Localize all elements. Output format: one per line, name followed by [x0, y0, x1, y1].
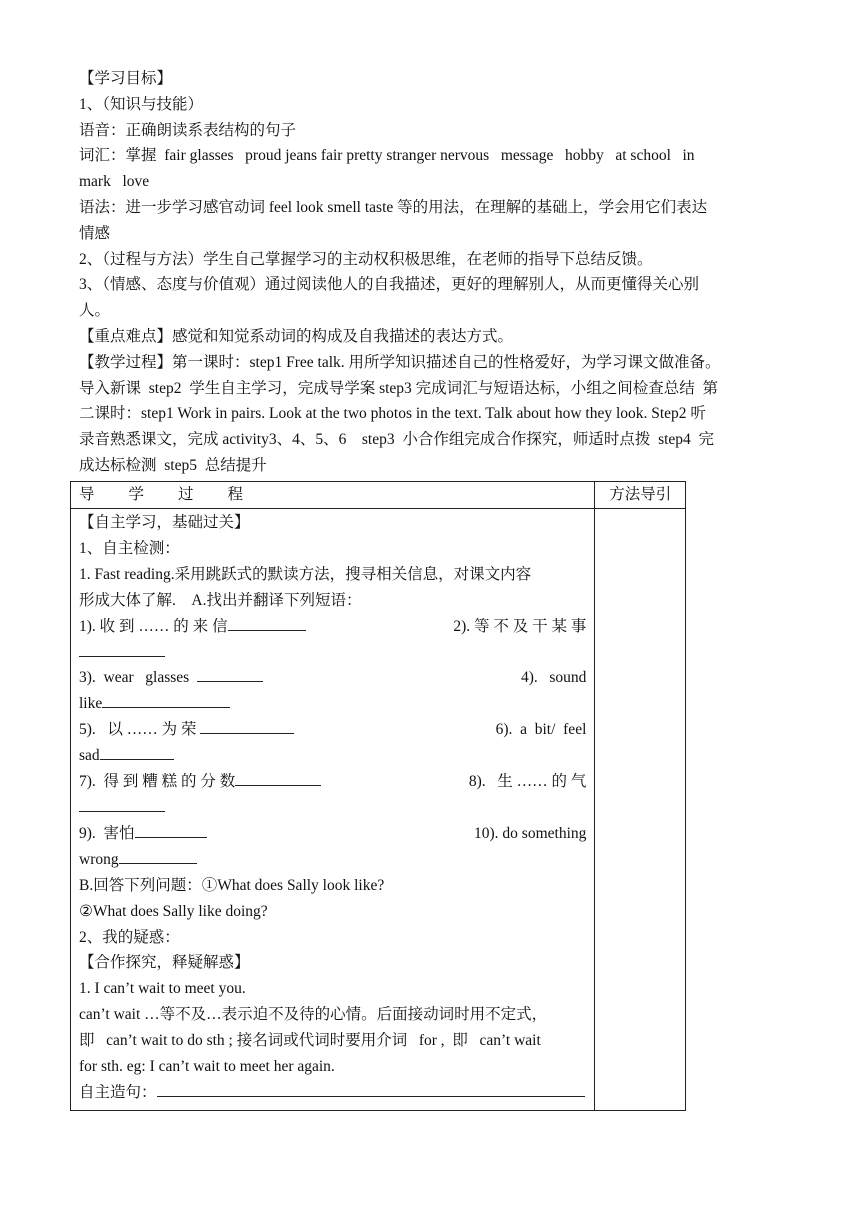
fast-reading-line-1: 1. Fast reading.采用跳跃式的默读方法，搜寻相关信息，对课文内容	[79, 565, 532, 583]
phrase-2-blank[interactable]	[79, 641, 165, 657]
table-body-row	[71, 509, 686, 1111]
coop-line-1: 1. I can’t wait to meet you.	[79, 980, 246, 998]
phrase-row	[79, 717, 586, 743]
make-sentence-label: 自主造句：	[79, 1083, 157, 1101]
procedure-line-3: 二课时：step1 Work in pairs. Look at the two photos in the text. Talk about how they look. Step2 听	[79, 405, 706, 423]
phrase-left	[79, 665, 263, 691]
phrase-4-wrap: like	[79, 695, 103, 713]
phrase-2-text: 2). 等 不 及 干 某 事	[453, 617, 587, 635]
attitude-line-1: 3、（情感、态度与价值观）通过阅读他人的自我描述，更好的理解别人，从而更懂得关心别	[79, 276, 700, 294]
phrase-6-wrap: sad	[79, 747, 100, 765]
header-guide-process	[71, 482, 595, 509]
phrase-3-text: 3). wear glasses	[79, 669, 190, 687]
self-check: 1、自主检测：	[79, 539, 180, 557]
phrase-10-wrap: wrong	[79, 850, 119, 868]
process-goal: 2、（过程与方法）学生自己掌握学习的主动权积极思维，在老师的指导下总结反馈。	[79, 250, 653, 268]
phrase-6-continuation	[79, 743, 586, 769]
header-guide-process-label: 导学过程	[79, 486, 278, 503]
key-points: 【重点难点】感觉和知觉系动词的构成及自我描述的表达方式。	[79, 327, 514, 345]
coop-line-3: 即 can’t wait to do sth ; 接名词或代词时要用介词 for , 即 can’t wait	[79, 1032, 541, 1050]
phrase-row	[79, 769, 586, 795]
phrase-4-text: 4). sound	[520, 669, 587, 687]
make-sentence-blank[interactable]	[157, 1081, 585, 1097]
phrase-8-blank[interactable]	[79, 796, 165, 812]
phrase-left	[79, 821, 207, 847]
phrase-left	[79, 614, 306, 640]
pronunciation-line: 语音：正确朗读系表结构的句子	[79, 121, 297, 139]
doubts-label: 2、我的疑惑：	[79, 928, 180, 946]
phrase-2-continuation	[79, 640, 586, 666]
phrase-6-blank[interactable]	[100, 744, 174, 760]
objectives-title: 【学习目标】	[79, 70, 173, 87]
coop-line-4: for sth. eg: I can’t wait to meet her again.	[79, 1058, 335, 1076]
phrase-7-blank[interactable]	[235, 770, 321, 786]
phrase-9-text: 9). 害怕	[79, 824, 135, 842]
procedure-line-4: 录音熟悉课文，完成 activity3、4、5、6 step3 小合作组完成合作探究，师适时点拨 step4 完	[79, 431, 715, 449]
phrase-10-blank[interactable]	[119, 848, 197, 864]
phrase-row	[79, 614, 586, 640]
section2-title: 【合作探究，释疑解惑】	[79, 954, 250, 972]
grammar-line-2: 情感	[79, 224, 111, 242]
phrase-8-continuation	[79, 795, 586, 821]
question-b2: ②What does Sally like doing?	[79, 902, 268, 920]
header-method-guide: 方法导引	[595, 482, 686, 509]
objectives-section	[79, 66, 781, 479]
phrase-1-text: 1). 收 到 …… 的 来 信	[79, 617, 228, 635]
phrase-8-text: 8). 生 …… 的 气	[468, 773, 587, 791]
phrase-6-text: 6). a bit/ feel	[495, 721, 587, 739]
phrase-left	[79, 769, 321, 795]
phrase-left	[79, 717, 294, 743]
phrase-10-text: 10). do something	[474, 824, 587, 842]
lesson-plan-table	[70, 481, 686, 1111]
knowledge-title: 1、（知识与技能）	[79, 95, 204, 113]
fast-reading-line-2: 形成大体了解. A.找出并翻译下列短语：	[79, 591, 362, 609]
phrase-4-continuation	[79, 691, 586, 717]
phrase-7-text: 7). 得 到 糟 糕 的 分 数	[79, 773, 236, 791]
procedure-line-5: 成达标检测 step5 总结提升	[79, 456, 267, 474]
method-guide-cell	[595, 509, 686, 1111]
grammar-line-1: 语法：进一步学习感官动词 feel look smell taste 等的用法，在理解的基础上，学会用它们表达	[79, 198, 708, 216]
phrase-3-blank[interactable]	[197, 666, 263, 682]
section1-title: 【自主学习，基础过关】	[79, 514, 250, 531]
phrase-10-continuation	[79, 847, 586, 873]
phrase-1-blank[interactable]	[228, 615, 306, 631]
attitude-line-2: 人。	[79, 302, 111, 320]
phrase-5-blank[interactable]	[200, 718, 294, 734]
phrase-5-text: 5). 以 …… 为 荣	[79, 721, 197, 739]
table-header-row	[71, 482, 686, 509]
coop-line-2: can’t wait …等不及…表示迫不及待的心情。后面接动词时用不定式，	[79, 1006, 548, 1024]
main-content-cell	[71, 509, 595, 1111]
vocab-line-2: mark love	[79, 173, 150, 191]
procedure-line-2: 导入新课 step2 学生自主学习，完成导学案 step3 完成词汇与短语达标，小组之间检查总结 第	[79, 379, 718, 397]
phrase-9-blank[interactable]	[135, 822, 207, 838]
phrase-4-blank[interactable]	[102, 692, 230, 708]
phrase-row	[79, 821, 586, 847]
make-sentence-line	[79, 1080, 586, 1106]
vocab-line-1: 词汇：掌握 fair glasses proud jeans fair pretty stranger nervous message hobby at school in	[79, 147, 695, 165]
procedure-line-1: 【教学过程】第一课时：step1 Free talk. 用所学知识描述自己的性格爱好，为学习课文做准备。	[79, 353, 721, 371]
question-b1: B.回答下列问题：①What does Sally look like?	[79, 876, 385, 894]
phrase-row	[79, 665, 586, 691]
